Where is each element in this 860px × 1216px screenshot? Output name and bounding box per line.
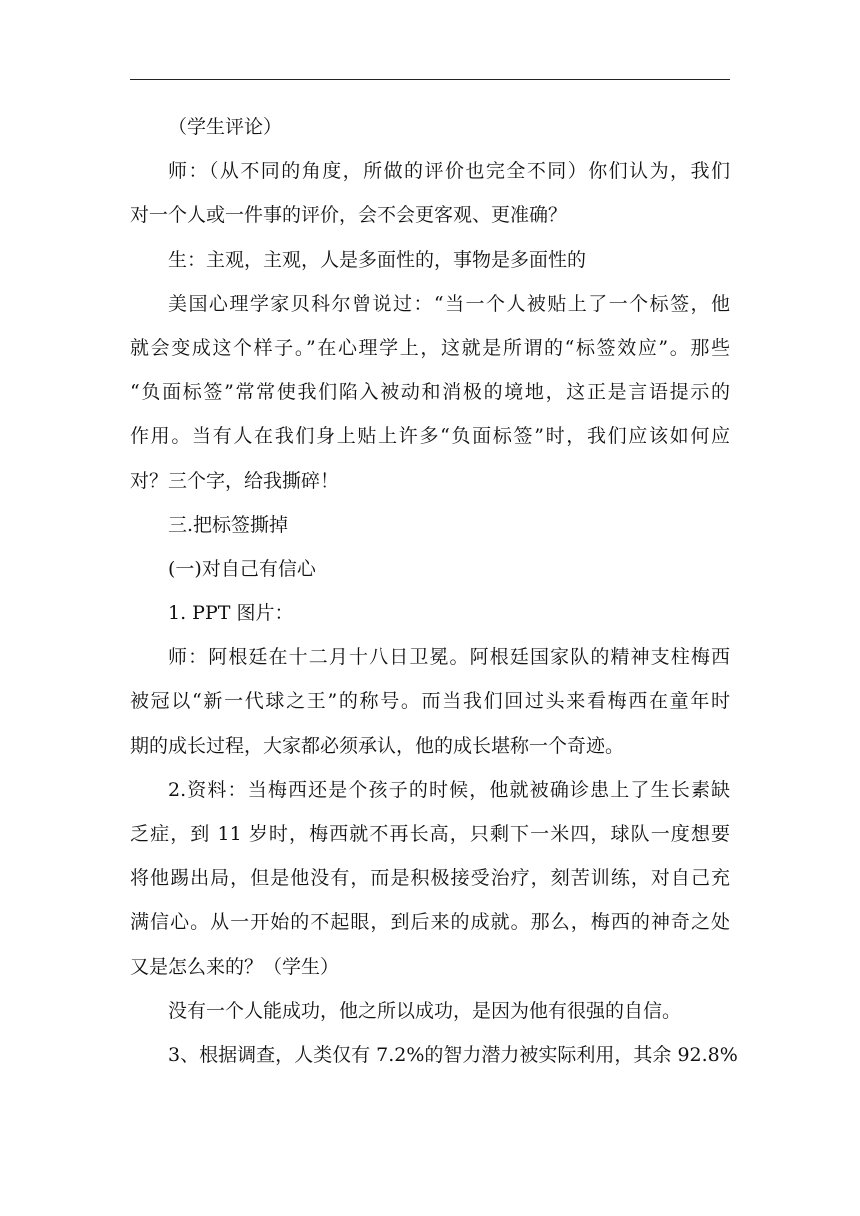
text-line: 满信心。从一开始的不起眼，到后来的成就。那么，梅西的神奇之处 bbox=[130, 911, 730, 934]
document-body bbox=[130, 105, 738, 1077]
text-line: 生：主观，主观，人是多面性的，事物是多面性的 bbox=[168, 248, 587, 271]
text-line: 3、根据调查，人类仅有 7.2%的智力潜力被实际利用，其余 92.8% bbox=[168, 1043, 738, 1066]
text-line: 师：阿根廷在十二月十八日卫冕。阿根廷国家队的精神支柱梅西 bbox=[168, 646, 730, 669]
text-line: 乏症，到 11 岁时，梅西就不再长高，只剩下一米四，球队一度想要 bbox=[130, 823, 730, 845]
text-line: (一)对自己有信心 bbox=[168, 557, 316, 580]
text-line: 三.把标签撕掉 bbox=[168, 513, 289, 536]
text-line: 美国心理学家贝科尔曾说过：“当一个人被贴上了一个标签，他 bbox=[168, 292, 730, 315]
text-line: 作用。当有人在我们身上贴上许多“负面标签”时，我们应该如何应 bbox=[130, 425, 730, 448]
text-line: 被冠以“新一代球之王”的称号。而当我们回过头来看梅西在童年时 bbox=[130, 690, 730, 713]
text-line: 又是怎么来的？（学生） bbox=[130, 955, 340, 978]
text-line: 对一个人或一件事的评价，会不会更客观、更准确？ bbox=[130, 204, 568, 227]
text-line: 对？三个字，给我撕碎！ bbox=[130, 469, 340, 492]
text-line: 就会变成这个样子。”在心理学上，这就是所谓的“标签效应”。那些 bbox=[130, 336, 730, 359]
text-line: 没有一个人能成功，他之所以成功，是因为他有很强的自信。 bbox=[168, 999, 682, 1022]
text-line: 期的成长过程，大家都必须承认，他的成长堪称一个奇迹。 bbox=[130, 734, 625, 757]
text-line: 师：（从不同的角度，所做的评价也完全不同）你们认为，我们 bbox=[168, 160, 730, 183]
text-line: （学生评论） bbox=[168, 116, 283, 138]
text-line: 将他踢出局，但是他没有，而是积极接受治疗，刻苦训练，对自己充 bbox=[130, 867, 730, 890]
text-line: 1. PPT 图片： bbox=[168, 602, 294, 625]
text-line: “负面标签”常常使我们陷入被动和消极的境地，这正是言语提示的 bbox=[130, 381, 730, 404]
text-line: 2.资料：当梅西还是个孩子的时候，他就被确诊患上了生长素缺 bbox=[168, 778, 730, 801]
header-rule bbox=[130, 79, 730, 80]
